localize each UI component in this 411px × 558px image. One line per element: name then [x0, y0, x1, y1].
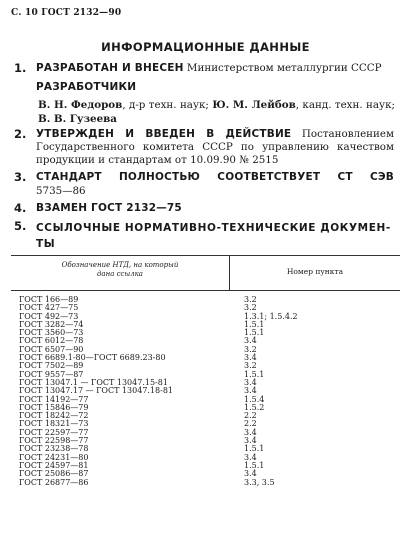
section-2-line: продукции и стандартам от 10.09.90 № 2515 [36, 154, 279, 166]
section-1-text: Министерством металлургии СССР [186, 62, 382, 74]
table-cell-item: 3.4 [244, 377, 257, 387]
section-5 [14, 220, 394, 252]
table-cell-document: ГОСТ 24597—81 [19, 460, 89, 470]
developers-heading: РАЗРАБОТЧИКИ [36, 81, 137, 93]
table-cell-document: ГОСТ 26877—86 [19, 477, 89, 487]
table-cell-document: ГОСТ 3282—74 [19, 319, 84, 329]
table-cell-item: 1.5.2 [244, 402, 265, 412]
section-5-text: ССЫЛОЧНЫЕ НОРМАТИВНО-ТЕХНИЧЕСКИЕ ДОКУМЕН-ТЫ [36, 222, 391, 250]
section-number: 5. [14, 219, 27, 233]
table-cell-item: 3.4 [244, 386, 257, 396]
table-cell-item: 3.2 [244, 295, 257, 304]
developer-degree: , д-р техн. наук; [122, 99, 213, 111]
section-4-text: ВЗАМЕН ГОСТ 2132—75 [36, 202, 182, 214]
section-3-line: 5735—86 [36, 185, 86, 197]
section-number: 4. [14, 201, 27, 215]
section-number: 1. [14, 61, 27, 75]
table-cell-document: ГОСТ 427—75 [19, 303, 79, 313]
table-cell-document: ГОСТ 7502—89 [19, 361, 84, 371]
table-cell-item: 1.5.1 [244, 319, 265, 329]
table-cell-item: 3.4 [244, 452, 257, 462]
section-number: 3. [14, 170, 27, 184]
table-cell-item: 3.4 [244, 353, 257, 363]
table-cell-document: ГОСТ 22598—77 [19, 436, 89, 446]
table-cell-item: 3.4 [244, 427, 257, 437]
table-cell-document: ГОСТ 13047.17 — ГОСТ 13047.18-81 [19, 386, 174, 396]
table-cell-document: ГОСТ 22597—77 [19, 427, 89, 437]
section-1 [14, 62, 394, 94]
developers-list [38, 98, 395, 126]
table-cell-document: ГОСТ 6012—78 [19, 336, 84, 346]
table-header [11, 255, 400, 291]
table-cell-item: 1.5.1 [244, 328, 265, 338]
table-cell-item: 3.4 [244, 469, 257, 479]
table-cell-item: 1.5.1 [244, 444, 265, 454]
section-2-text: Постановлением [301, 128, 394, 140]
page-header: С. 10 ГОСТ 2132—90 [11, 8, 122, 18]
table-cell-item: 1.3.1; 1.5.4.2 [244, 311, 298, 321]
developer-name: Ю. М. Лейбов [212, 99, 296, 111]
table-cell-document: ГОСТ 3560—73 [19, 328, 84, 338]
section-3-line: СТАНДАРТ ПОЛНОСТЬЮ СООТВЕТСТВУЕТ СТ СЭВ [36, 171, 394, 183]
table-cell-document: ГОСТ 18242—72 [19, 411, 89, 421]
table-cell-document: ГОСТ 6689.1-80—ГОСТ 6689.23-80 [19, 353, 166, 363]
table-cell-item: 3.3, 3.5 [244, 477, 275, 487]
section-2-caps: УТВЕРЖДЕН И ВВЕДЕН В ДЕЙСТВИЕ [36, 128, 292, 140]
table-cell-document: ГОСТ 18321—73 [19, 419, 89, 429]
table-cell-document: ГОСТ 492—73 [19, 311, 79, 321]
page-title: ИНФОРМАЦИОННЫЕ ДАННЫЕ [101, 40, 310, 54]
section-1-caps: РАЗРАБОТАН И ВНЕСЕН [36, 62, 184, 74]
table-cell-item: 3.4 [244, 436, 257, 446]
section-2 [14, 128, 394, 167]
table-cell-item: 3.4 [244, 336, 257, 346]
table-cell-item: 3.2 [244, 344, 257, 354]
table-cell-item: 1.5.1 [244, 460, 265, 470]
table-body [19, 296, 399, 487]
table-row [19, 479, 399, 487]
section-4 [14, 202, 394, 215]
section-3 [14, 171, 394, 198]
table-cell-item: 3.2 [244, 303, 257, 313]
column-header-document: Обозначение НТД, на который дана ссылка [61, 261, 179, 278]
developer-name: В. В. Гузеева [38, 113, 117, 125]
table-cell-document: ГОСТ 25086—87 [19, 469, 89, 479]
table-cell-document: ГОСТ 24231—80 [19, 452, 89, 462]
table-cell-document: ГОСТ 166—89 [19, 295, 79, 304]
developer-name: В. Н. Федоров [38, 99, 123, 111]
table-cell-document: ГОСТ 9557—87 [19, 369, 84, 379]
section-2-line: Государственного комитета СССР по управлению качеством [36, 141, 394, 153]
table-cell-document: ГОСТ 6507—90 [19, 344, 84, 354]
table-cell-document: ГОСТ 15846—79 [19, 402, 89, 412]
table-cell-document: ГОСТ 13047.1 — ГОСТ 13047.15-81 [19, 377, 168, 387]
table-cell-item: 3.2 [244, 361, 257, 371]
table-cell-item: 1.5.1 [244, 369, 265, 379]
table-cell-document: ГОСТ 14192—77 [19, 394, 89, 404]
table-cell-item: 1.5.4 [244, 394, 265, 404]
column-header-item: Номер пункта [286, 267, 344, 276]
table-cell-item: 2.2 [244, 419, 257, 429]
table-cell-document: ГОСТ 23238—78 [19, 444, 89, 454]
developer-degree: , канд. техн. наук; [295, 99, 395, 111]
table-cell-item: 2.2 [244, 411, 257, 421]
section-number: 2. [14, 127, 27, 141]
